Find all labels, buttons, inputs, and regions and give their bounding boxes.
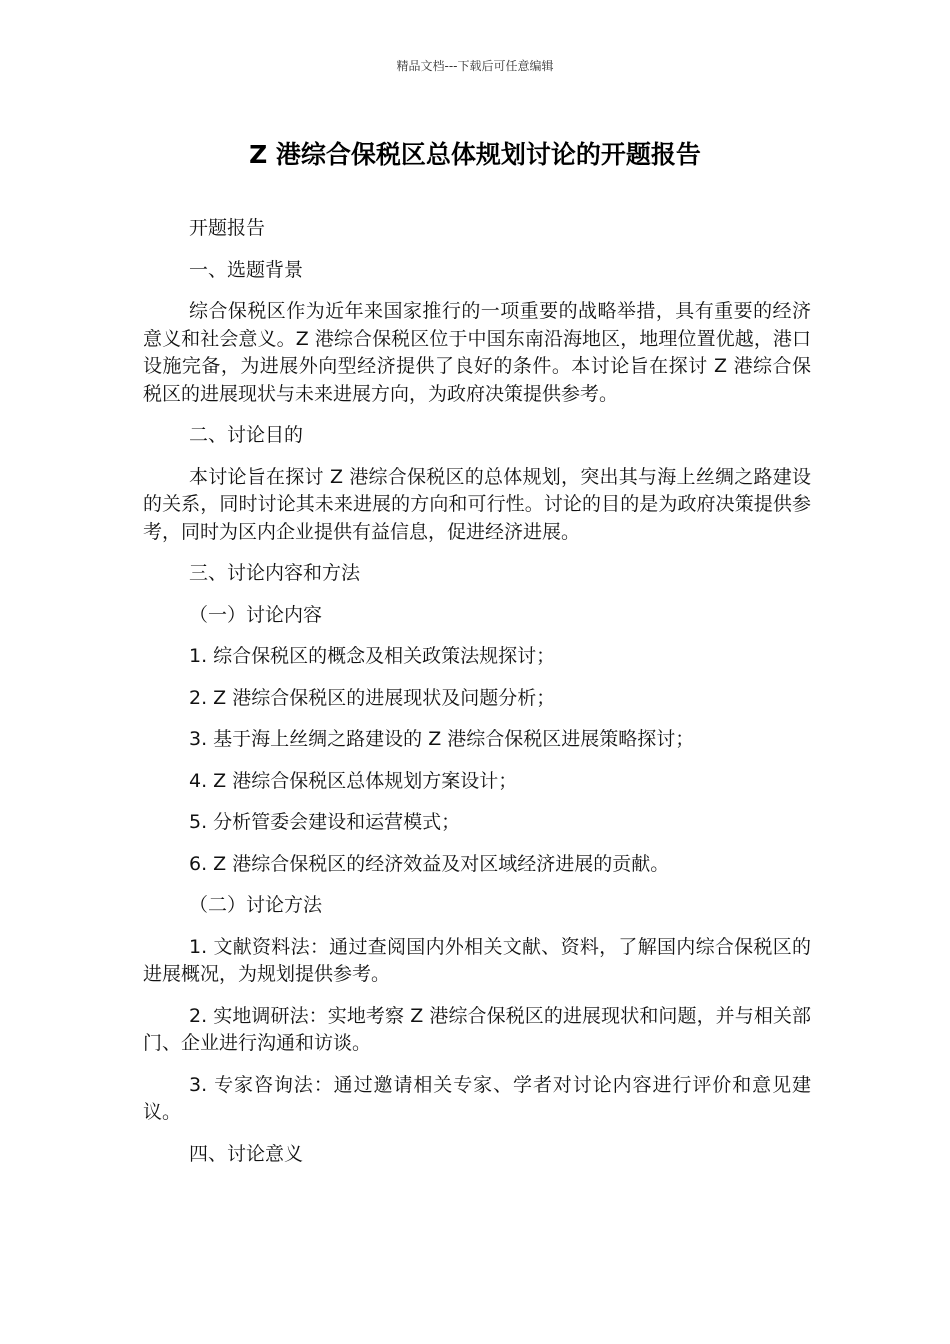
paragraph-background: 综合保税区作为近年来国家推行的一项重要的战略举措，具有重要的经济意义和社会意义。Z 港综合保税区位于中国东南沿海地区，地理位置优越，港口设施完备，为进展外向型经济提供了良好的条件。本讨论旨在探讨 Z 港综合保税区的进展现状与未来进展方向，为政府决策提供参考。 — [143, 300, 811, 405]
list-item: 1. 综合保税区的概念及相关政策法规探讨； — [189, 645, 556, 667]
list-item: 4. Z 港综合保税区总体规划方案设计； — [189, 769, 518, 792]
list-item: 2. Z 港综合保税区的进展现状及问题分析； — [189, 686, 556, 709]
subsection-heading-method: （二）讨论方法 — [189, 894, 323, 916]
list-item: 3. 基于海上丝绸之路建设的 Z 港综合保税区进展策略探讨； — [189, 728, 695, 750]
method-item: 2. 实地调研法：实地考察 Z 港综合保税区的进展现状和问题，并与相关部门、企业进行沟通和访谈。 — [143, 1004, 811, 1054]
section-heading-background: 一、选题背景 — [189, 258, 304, 281]
method-item: 1. 文献资料法：通过查阅国内外相关文献、资料，了解国内综合保税区的进展概况，为规划提供参考。 — [143, 935, 811, 985]
paragraph-purpose: 本讨论旨在探讨 Z 港综合保税区的总体规划，突出其与海上丝绸之路建设的关系，同时讨论其未来进展的方向和可行性。讨论的目的是为政府决策提供参考，同时为区内企业提供有益信息，促进经济进展。 — [143, 465, 811, 543]
list-item: 5. 分析管委会建设和运营模式； — [189, 811, 461, 833]
list-item: 6. Z 港综合保税区的经济效益及对区域经济进展的贡献。 — [189, 852, 670, 875]
section-heading-purpose: 二、讨论目的 — [189, 424, 304, 446]
header-note: 精品文档---下载后可任意编辑 — [396, 59, 554, 73]
document-body — [143, 215, 811, 1182]
section-heading-significance: 四、讨论意义 — [189, 1142, 304, 1165]
section-heading-content-method: 三、讨论内容和方法 — [189, 562, 361, 584]
subsection-heading-content: （一）讨论内容 — [189, 603, 323, 626]
method-item: 3. 专家咨询法：通过邀请相关专家、学者对讨论内容进行评价和意见建议。 — [143, 1073, 811, 1123]
document-title: Z 港综合保税区总体规划讨论的开题报告 — [249, 140, 701, 169]
section-label: 开题报告 — [189, 217, 266, 239]
